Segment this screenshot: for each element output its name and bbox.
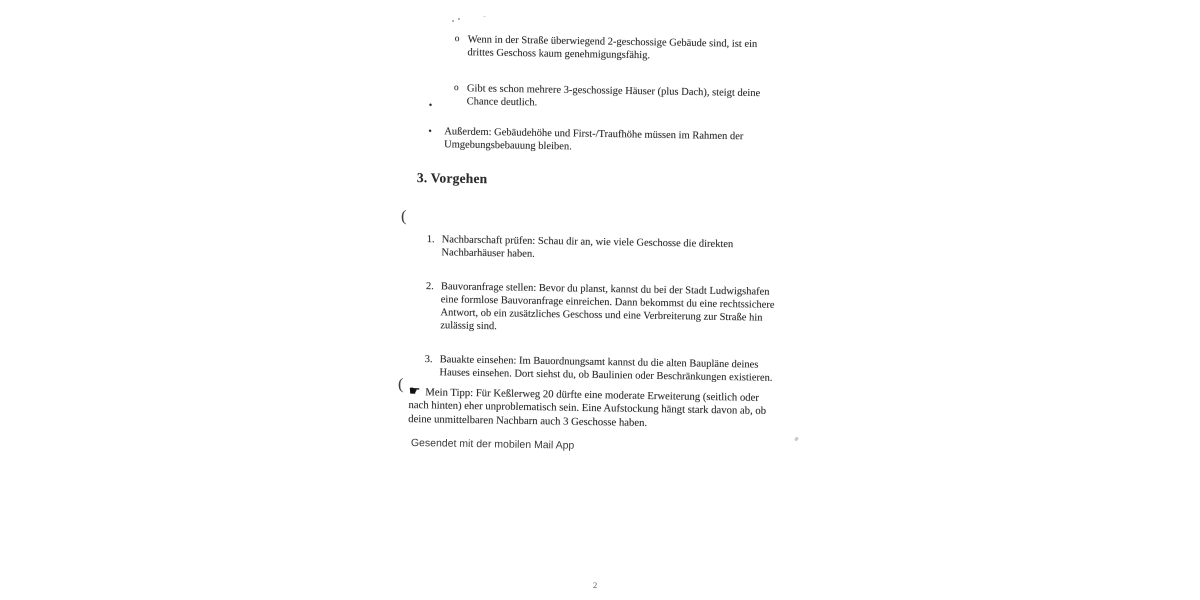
section-heading: 3. Vorgehen xyxy=(416,170,488,187)
scan-speck xyxy=(452,20,454,22)
tip-text: Mein Tipp: Für Keßlerweg 20 dürfte eine moderate Erweiterung (seitlich oder nach hinten) eher unproblematisch sein. Eine Aufstockung hängt stark davon ab, ob deine unmittelbaren Nachbarn auch 3 Geschosse haben. xyxy=(408,385,767,429)
bullet-text: Gibt es schon mehrere 3-geschossige Häuser (plus Dach), steigt deine Chance deutlich. xyxy=(466,83,761,109)
dot-bullet-marker: • xyxy=(428,125,432,138)
list-item xyxy=(426,233,775,265)
circle-bullet-marker: o xyxy=(454,33,460,45)
list-number: 1. xyxy=(426,233,435,246)
scan-speck xyxy=(794,437,799,442)
scan-artifact-paren: ( xyxy=(398,376,404,393)
scan-artifact-paren: ( xyxy=(401,208,407,225)
list-item-text: Bauvoranfrage stellen: Bevor du planst, kannst du bei der Stadt Ludwigshafen eine formlose Bauvoranfrage einreichen. Dann bekommst du eine rechtssichere Antwort, ob ein zusätzliches Geschoss und eine Verbreiterung zur Straße hin zulässig sind. xyxy=(440,281,775,333)
list-number: 3. xyxy=(424,353,433,366)
list-item xyxy=(425,280,775,338)
list-item xyxy=(428,125,743,156)
list-number: 2. xyxy=(425,280,434,293)
bullet-text: Wenn in der Straße überwiegend 2-geschossige Gebäude sind, ist ein drittes Geschoss kaum genehmigungsfähig. xyxy=(467,34,758,62)
bullet-text: Außerdem: Gebäudehöhe und First-/Traufhöhe müssen im Rahmen der Umgebungsbebauung bleiben. xyxy=(443,126,744,153)
scan-speck xyxy=(483,16,486,17)
dot-bullet-marker: • xyxy=(428,99,433,112)
pointing-hand-icon: ☛ xyxy=(408,383,421,399)
list-item xyxy=(454,33,761,64)
scan-speck xyxy=(458,18,460,20)
sent-with-note: Gesendet mit der mobilen Mail App xyxy=(410,437,575,452)
tip-paragraph xyxy=(408,371,809,433)
page-number: 2 xyxy=(593,580,598,590)
list-item xyxy=(429,99,744,116)
list-item-text: Bauakte einsehen: Im Bauordnungsamt kannst du die alten Baupläne deines Hauses einsehen. Dort siehst du, ob Baulinien oder Beschränkungen existieren. xyxy=(439,354,773,384)
circle-bullet-marker: o xyxy=(453,82,459,94)
main-bullet-list xyxy=(428,86,744,169)
list-item-text: Nachbarschaft prüfen: Schau dir an, wie viele Geschosse die direkten Nachbarhäuser haben. xyxy=(441,234,734,260)
